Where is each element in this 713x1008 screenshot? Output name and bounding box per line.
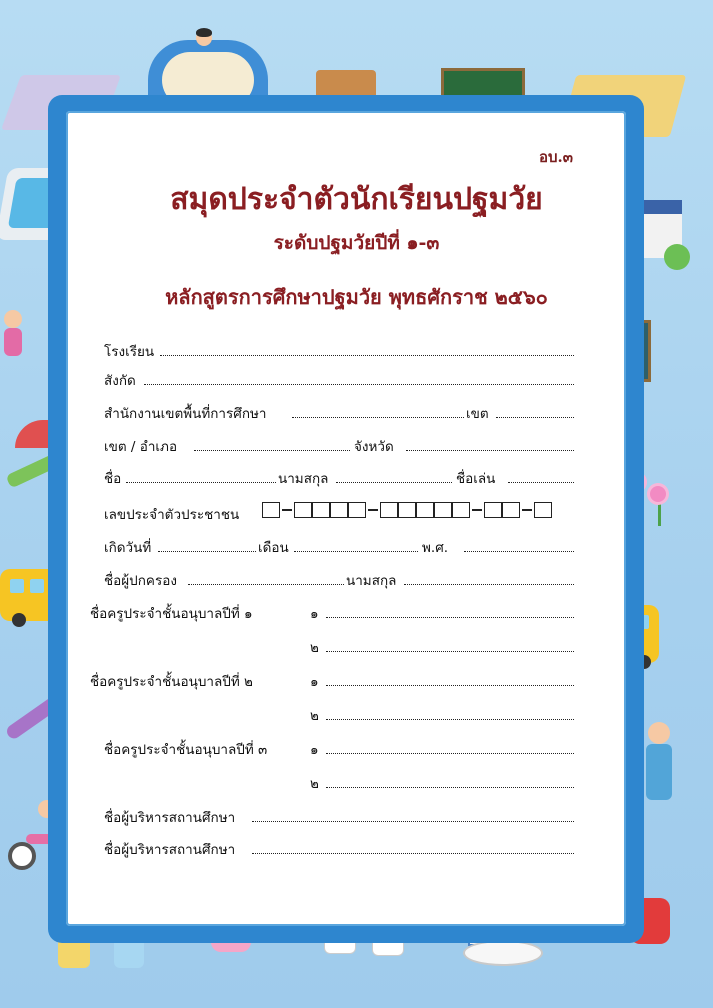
name-label: ชื่อ xyxy=(104,471,122,487)
nickname-field[interactable] xyxy=(508,482,574,483)
school-label: โรงเรียน xyxy=(104,344,155,360)
teacher-k3-field-2[interactable] xyxy=(326,787,574,788)
id-digit-box[interactable] xyxy=(312,502,330,518)
name-row xyxy=(104,467,574,487)
administrator-row-1 xyxy=(104,806,574,826)
curriculum-title: หลักสูตรการศึกษาปฐมวัย พุทธศักราช ๒๕๖๐ xyxy=(165,285,548,309)
teacher-k2-field-2[interactable] xyxy=(326,719,574,720)
guardian-surname-field[interactable] xyxy=(404,584,574,585)
administrator-row-2 xyxy=(104,838,574,858)
national-id-row xyxy=(104,503,574,523)
breakfast-plate-illustration xyxy=(463,940,543,966)
year-label: พ.ศ. xyxy=(422,540,449,556)
id-digit-box[interactable] xyxy=(398,502,416,518)
teacher-k3-label: ชื่อครูประจำชั้นอนุบาลปีที่ ๓ xyxy=(104,742,268,758)
national-id-boxes xyxy=(262,499,552,521)
teacher-k3-field-1[interactable] xyxy=(326,753,574,754)
administrator-label-2: ชื่อผู้บริหารสถานศึกษา xyxy=(104,842,236,858)
id-digit-box[interactable] xyxy=(348,502,366,518)
guardian-surname-label: นามสกุล xyxy=(346,573,397,589)
administrator-label-1: ชื่อผู้บริหารสถานศึกษา xyxy=(104,810,236,826)
teacher-k2-label: ชื่อครูประจำชั้นอนุบาลปีที่ ๒ xyxy=(90,674,253,690)
administrator-field-1[interactable] xyxy=(252,821,574,822)
id-digit-box[interactable] xyxy=(534,502,552,518)
guardian-field[interactable] xyxy=(188,584,344,585)
teacher-k3-row-2 xyxy=(104,772,574,792)
teacher-k3-row xyxy=(104,738,574,758)
teacher-k1-num2: ๒ xyxy=(310,640,319,656)
national-id-label: เลขประจำตัวประชาชน xyxy=(104,507,240,523)
teacher-k1-label: ชื่อครูประจำชั้นอนุบาลปีที่ ๑ xyxy=(90,606,253,622)
surname-field[interactable] xyxy=(336,482,452,483)
guardian-row xyxy=(104,569,574,589)
teacher-k1-row-2 xyxy=(104,636,574,656)
birth-month-field[interactable] xyxy=(294,551,418,552)
affiliation-field[interactable] xyxy=(144,384,574,385)
district-label: เขต / อำเภอ xyxy=(104,439,178,455)
page-title: สมุดประจำตัวนักเรียนปฐมวัย xyxy=(170,182,543,217)
teacher-k3-num1: ๑ xyxy=(310,742,319,758)
district-office-field[interactable] xyxy=(292,417,464,418)
district-field[interactable] xyxy=(194,450,350,451)
teacher-k3-num2: ๒ xyxy=(310,776,319,792)
nickname-label: ชื่อเล่น xyxy=(456,471,496,487)
affiliation-label: สังกัด xyxy=(104,373,136,389)
id-digit-box[interactable] xyxy=(434,502,452,518)
id-digit-box[interactable] xyxy=(502,502,520,518)
district-office-row xyxy=(104,402,574,422)
form-code: อบ.๓ xyxy=(538,148,573,166)
district-row xyxy=(104,435,574,455)
province-label: จังหวัด xyxy=(354,439,394,455)
district-office-label: สำนักงานเขตพื้นที่การศึกษา xyxy=(104,406,267,422)
teacher-k1-num1: ๑ xyxy=(310,606,319,622)
page-subtitle: ระดับปฐมวัยปีที่ ๑-๓ xyxy=(273,232,440,254)
teacher-k2-num1: ๑ xyxy=(310,674,319,690)
id-digit-box[interactable] xyxy=(416,502,434,518)
id-digit-box[interactable] xyxy=(294,502,312,518)
teacher-k1-field-2[interactable] xyxy=(326,651,574,652)
id-digit-box[interactable] xyxy=(262,502,280,518)
month-label: เดือน xyxy=(258,540,289,556)
teacher-k1-field-1[interactable] xyxy=(326,617,574,618)
teacher-k1-row xyxy=(90,602,574,622)
school-field[interactable] xyxy=(160,355,574,356)
id-digit-box[interactable] xyxy=(380,502,398,518)
surname-label: นามสกุล xyxy=(278,471,329,487)
teacher-k2-row xyxy=(90,670,574,690)
id-digit-box[interactable] xyxy=(484,502,502,518)
affiliation-row xyxy=(104,369,574,389)
id-digit-box[interactable] xyxy=(330,502,348,518)
school-row xyxy=(104,340,574,360)
birth-date-label: เกิดวันที่ xyxy=(104,540,152,556)
birth-year-field[interactable] xyxy=(464,551,574,552)
teacher-k2-field-1[interactable] xyxy=(326,685,574,686)
name-field[interactable] xyxy=(126,482,276,483)
teacher-k2-num2: ๒ xyxy=(310,708,319,724)
administrator-field-2[interactable] xyxy=(252,853,574,854)
area-label: เขต xyxy=(466,406,489,422)
id-digit-box[interactable] xyxy=(452,502,470,518)
area-field[interactable] xyxy=(496,417,574,418)
guardian-label: ชื่อผู้ปกครอง xyxy=(104,573,177,589)
teacher-k2-row-2 xyxy=(104,704,574,724)
province-field[interactable] xyxy=(406,450,574,451)
birth-row xyxy=(104,536,574,556)
birth-day-field[interactable] xyxy=(158,551,256,552)
